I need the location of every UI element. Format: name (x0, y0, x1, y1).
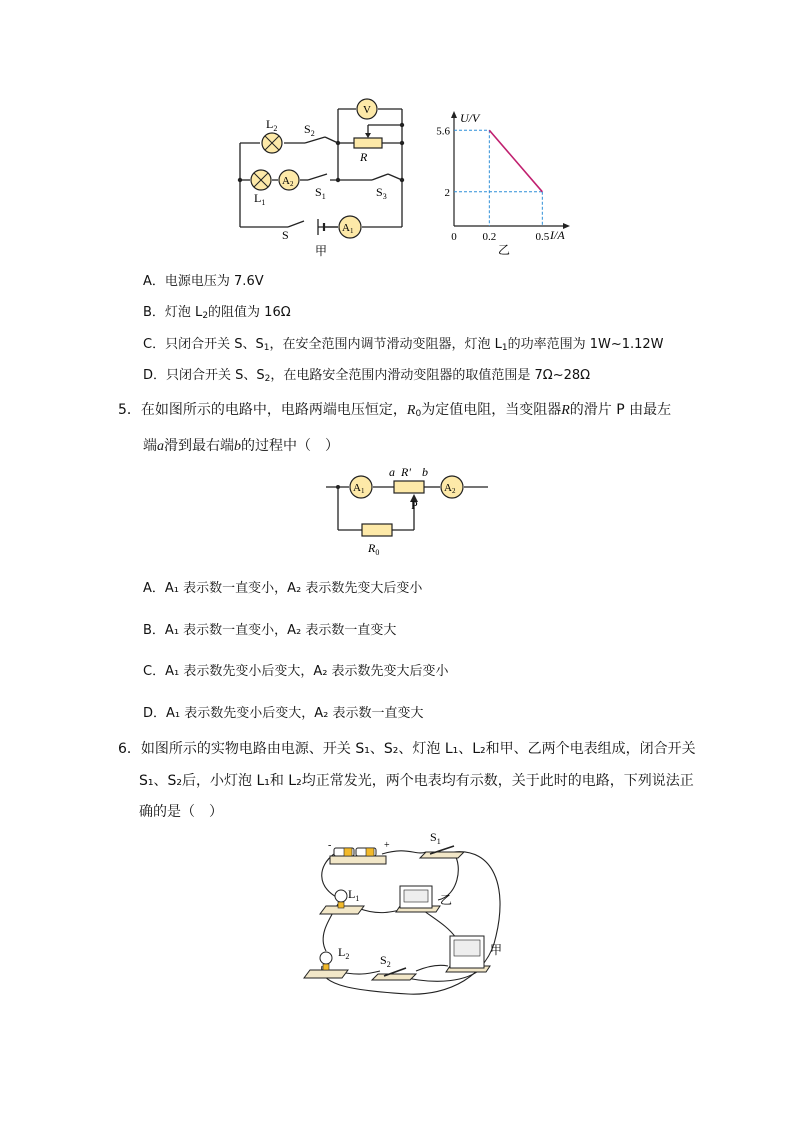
q4-option-a[interactable] (143, 270, 264, 289)
label-R: R (360, 150, 368, 164)
caption-yi: 乙 (498, 243, 511, 257)
rheostat-R-prime (394, 481, 424, 493)
label-R0: $R_0$ (368, 541, 380, 557)
battery-minus: - (328, 840, 332, 851)
q6-physical-circuit-figure (298, 826, 528, 1008)
label-S: S (282, 228, 289, 242)
question-number: 6． (118, 741, 141, 757)
label-R-prime: R' (401, 465, 411, 479)
meter-jia-icon (446, 936, 490, 972)
label-L2: $L_2$ (338, 945, 350, 961)
label-S1: $S_1$ (430, 830, 441, 846)
option-text: A₁ 表示数一直变小，A₂ 表示数先变大后变小 (164, 581, 423, 596)
switch-S2-icon (372, 968, 416, 980)
resistor-R0 (362, 524, 392, 536)
q4-option-c[interactable] (143, 333, 664, 353)
q4-option-d[interactable] (143, 364, 590, 384)
subscript: 2 (264, 374, 271, 384)
label-jia: 甲 (490, 943, 503, 957)
q5-option-b[interactable] (143, 619, 396, 638)
option-text: A₁ 表示数一直变小，A₂ 表示数一直变大 (164, 623, 397, 638)
option-letter: A． (143, 581, 165, 596)
x-tick-label: 0.5 (535, 231, 550, 243)
chart-yi-figure (425, 108, 575, 258)
x-tick-label: 0.2 (482, 231, 497, 243)
q5-stem-line1: 5．在如图所示的电路中，电路两端电压恒定，$R_0$为定值电阻，当变阻器R的滑片 P 由最左 (118, 402, 672, 419)
q6-stem-line2: S₁、S₂后，小灯泡 L₁和 L₂均正常发光，两个电表均有示数，关于此时的电路，下列说法正 (139, 773, 694, 789)
battery-box-icon (330, 848, 386, 864)
chart-ylabel: U/V (460, 111, 480, 125)
option-text: ，在电路安全范围内滑动变阻器的取值范围是 7Ω~28Ω (270, 368, 591, 383)
option-letter: D． (143, 368, 167, 383)
option-text: 的阻值为 16Ω (208, 305, 291, 320)
option-text: 只闭合开关 S、S (166, 368, 265, 383)
switch-S1-icon (420, 846, 464, 858)
q5-option-a[interactable] (143, 577, 422, 596)
option-text: 的功率范围为 1W~1.12W (507, 337, 664, 352)
chart-xlabel: I/A (550, 228, 565, 242)
series-line (489, 130, 542, 192)
caption-jia: 甲 (315, 244, 328, 258)
meter-yi-icon (396, 886, 440, 912)
option-text: A₁ 表示数先变小后变大，A₂ 表示数一直变大 (166, 706, 424, 721)
label-L2: $L_2$ (266, 117, 278, 133)
option-text: 灯泡 L (164, 305, 203, 320)
option-letter: C． (143, 664, 166, 679)
option-text: ，在安全范围内调节滑动变阻器，灯泡 L (269, 337, 502, 352)
option-letter: B． (143, 623, 165, 638)
q5-circuit-figure (322, 462, 492, 560)
question-number: 5． (118, 402, 141, 418)
subscript: 1 (501, 343, 508, 353)
label-V: V (363, 104, 371, 116)
q6-stem-line1: 6．如图所示的实物电路由电源、开关 S₁、S₂、灯泡 L₁、L₂和甲、乙两个电表组成，闭合开关 (118, 741, 696, 757)
label-S2: $S_2$ (304, 122, 315, 138)
option-text: A₁ 表示数先变小后变大，A₂ 表示数先变大后变小 (165, 664, 449, 679)
q5-option-c[interactable] (143, 660, 449, 679)
label-L1: $L_1$ (254, 191, 266, 207)
label-S1: $S_1$ (315, 185, 326, 201)
lamp-L2-icon (262, 133, 282, 153)
option-text: 只闭合开关 S、S (165, 337, 264, 352)
battery-plus: + (384, 840, 390, 851)
label-S2: $S_2$ (380, 953, 391, 969)
label-P: P (411, 498, 418, 512)
q5-option-d[interactable] (143, 702, 424, 721)
option-letter: B． (143, 305, 165, 320)
label-A2: A2 (282, 175, 294, 188)
option-letter: D． (143, 706, 167, 721)
option-letter: C． (143, 337, 166, 352)
option-text: 电源电压为 7.6V (164, 274, 264, 289)
label-a: a (389, 465, 395, 479)
label-b: b (422, 465, 428, 479)
label-L1: $L_1$ (348, 887, 360, 903)
option-letter: A． (143, 274, 165, 289)
label-S3: $S_3$ (376, 185, 387, 201)
rheostat-R (354, 138, 382, 148)
y-tick-label: 5.6 (436, 125, 450, 138)
label-yi: 乙 (440, 893, 453, 907)
lamp-L1-icon (251, 170, 271, 190)
q4-option-b[interactable] (143, 301, 291, 321)
circuit-jia-figure (230, 95, 420, 260)
subscript: 2 (202, 311, 209, 321)
label-A1: A1 (342, 222, 354, 235)
label-A1: A1 (353, 482, 365, 495)
label-A2: A2 (444, 482, 456, 495)
y-tick-label: 2 (444, 186, 450, 199)
x-tick-label: 0 (451, 231, 457, 243)
q5-stem-line2: 端a滑到最右端b的过程中（ ） (143, 438, 339, 454)
subscript: 1 (263, 343, 270, 353)
q6-stem-line3: 确的是（ ） (139, 804, 223, 820)
